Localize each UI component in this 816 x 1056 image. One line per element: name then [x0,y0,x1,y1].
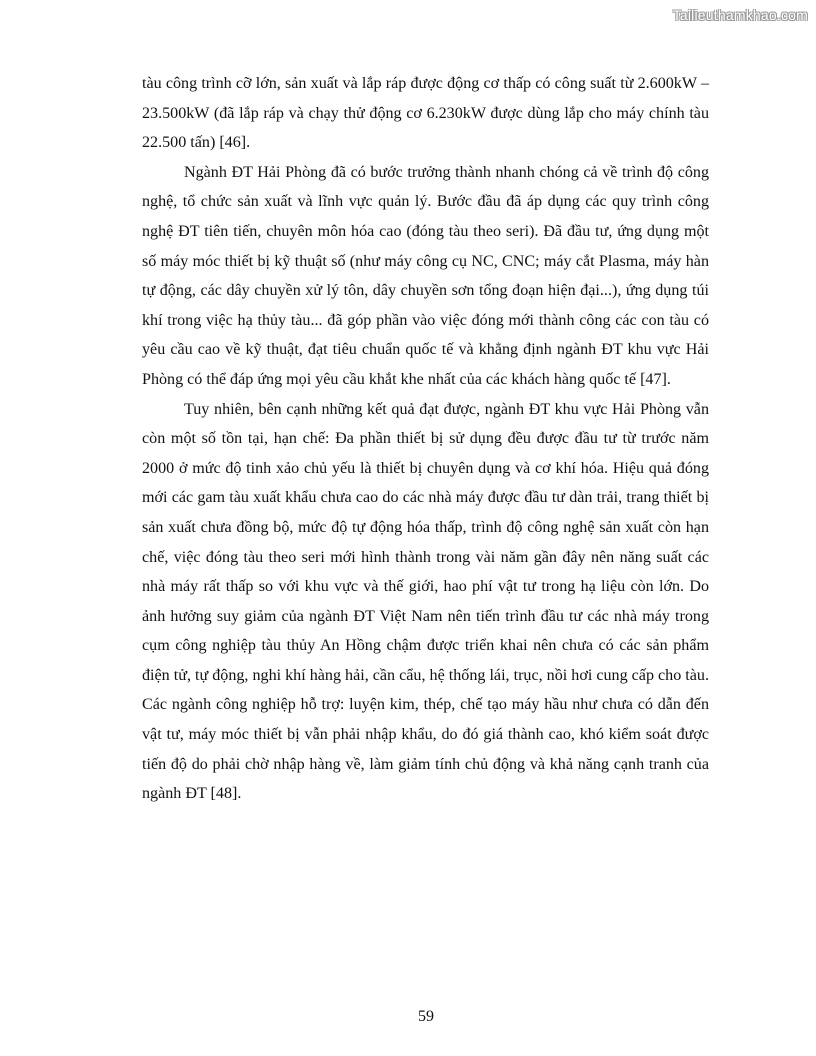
paragraph-continuation: tàu công trình cỡ lớn, sản xuất và lắp ráp được động cơ thấp có công suất từ 2.600kW – 23.500kW (đã lắp ráp và chạy thử động cơ 6.230kW được dùng lắp cho máy chính tàu 22.500 tấn) [46]. [142,75,709,152]
document-body [142,69,709,809]
page-number: 59 [418,1008,434,1025]
paragraph-limitations: Tuy nhiên, bên cạnh những kết quả đạt được, ngành ĐT khu vực Hải Phòng vẫn còn một số tồn tại, hạn chế: Đa phần thiết bị sử dụng đều được đầu tư từ trước năm 2000 ở mức độ tinh xảo chủ yếu là thiết bị chuyên dụng và cơ khí hóa. Hiệu quả đóng mới các gam tàu xuất khẩu chưa cao do các nhà máy được đầu tư dàn trải, trang thiết bị sản xuất chưa đồng bộ, mức độ tự động hóa thấp, trình độ công nghệ sản xuất còn hạn chế, việc đóng tàu theo seri mới hình thành trong vài năm gần đây nên năng suất các nhà máy rất thấp so với khu vực và thế giới, hao phí vật tư trong hạ liệu còn lớn. Do ảnh hưởng suy giảm của ngành ĐT Việt Nam nên tiến trình đầu tư các nhà máy trong cụm công nghiệp tàu thủy An Hồng chậm được triển khai nên chưa có các sản phẩm điện tử, tự động, nghi khí hàng hải, cần cẩu, hệ thống lái, trục, nồi hơi cung cấp cho tàu. Các ngành công nghiệp hỗ trợ: luyện kim, thép, chế tạo máy hầu như chưa có dẫn đến vật tư, máy móc thiết bị vẫn phải nhập khẩu, do đó giá thành cao, khó kiểm soát được tiến độ do phải chờ nhập hàng về, làm giảm tính chủ động và khả năng cạnh tranh của ngành ĐT [48]. [142,400,709,803]
paragraph-shipbuilding-growth: Ngành ĐT Hải Phòng đã có bước trưởng thành nhanh chóng cả về trình độ công nghệ, tổ chức sản xuất và lĩnh vực quản lý. Bước đầu đã áp dụng các quy trình công nghệ ĐT tiên tiến, chuyên môn hóa cao (đóng tàu theo seri). Đã đầu tư, ứng dụng một số máy móc thiết bị kỹ thuật số (như máy công cụ NC, CNC; máy cắt Plasma, máy hàn tự động, các dây chuyền xử lý tôn, dây chuyền sơn tổng đoạn hiện đại...), ứng dụng túi khí trong việc hạ thủy tàu... đã góp phần vào việc đóng mới thành công các con tàu có yêu cầu cao về kỹ thuật, đạt tiêu chuẩn quốc tế và khẳng định ngành ĐT khu vực Hải Phòng có thể đáp ứng mọi yêu cầu khắt khe nhất của các khách hàng quốc tế [47]. [142,163,709,388]
watermark: Tailieuthamkhao.com [672,7,808,23]
